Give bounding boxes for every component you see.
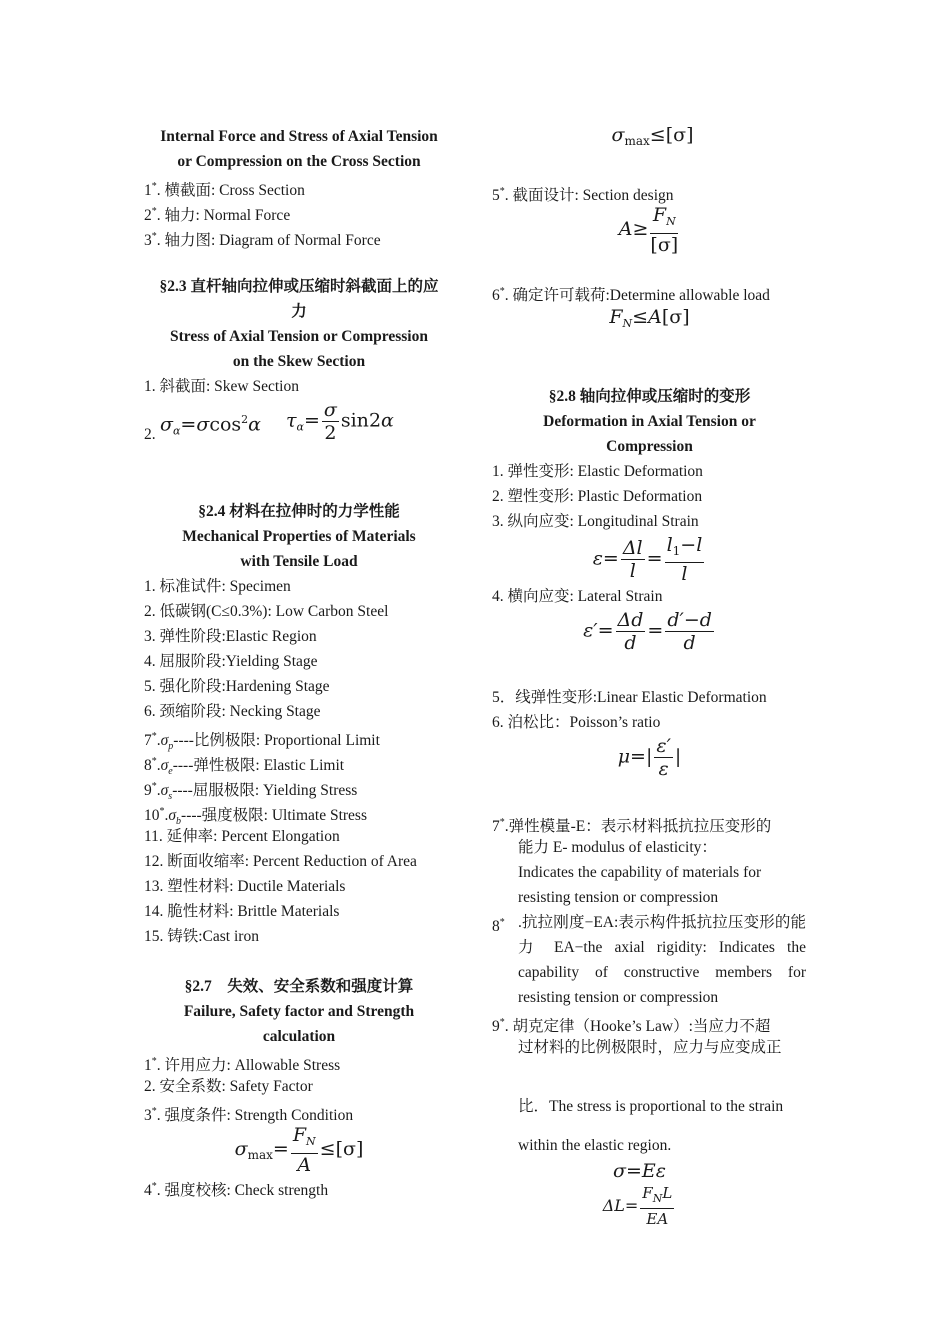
skew-stress-formula: 2. $\sigma_\alpha=\sigma\cos^2\alpha$ $\tau_\alpha=$ $\frac{\sigma}{2}$ sin2α: [144, 399, 394, 444]
check-strength-formula: $\sigma_{max}\le[\sigma]$: [611, 124, 694, 148]
list-item: Indicates the capability of materials for: [518, 864, 762, 881]
list-item: 12. 断面收缩率: Percent Reduction of Area: [144, 853, 417, 870]
list-item: 4*. 强度校核: Check strength: [144, 1181, 329, 1199]
list-item: 1*. 横截面: Cross Section: [144, 181, 305, 199]
list-item: 3. 纵向应变: Longitudinal Strain: [492, 513, 699, 530]
list-item: 8* .抗拉刚度−EA:表示构件抵抗拉压变形的能 力 EA−the axial rigidity: Indicates the capability of constructive members for resisting tension or compression: [492, 914, 806, 1006]
list-item: 13. 塑性材料: Ductile Materials: [144, 878, 346, 895]
lateral-strain-formula: ε′= $\frac{\Delta d}{d}$ = $\frac{d'-d}{d}$: [583, 609, 712, 654]
allowable-load-formula: $F_N\le A[\sigma]$: [609, 306, 690, 330]
strength-condition-formula: $\sigma_{max}=$ $\frac{F_N}{A}$ ≤[σ]: [234, 1124, 364, 1176]
list-item: 2. 低碳钢(C≤0.3%): Low Carbon Steel: [144, 603, 389, 620]
list-item: $7^*.\sigma_p----$比例极限: Proportional Limit: [144, 731, 380, 753]
list-item: 5. 强化阶段:Hardening Stage: [144, 678, 330, 695]
section-title: Deformation in Axial Tension or: [543, 413, 756, 430]
list-item: 6. 颈缩阶段: Necking Stage: [144, 703, 321, 720]
list-item: 1. 斜截面: Skew Section: [144, 378, 299, 395]
section-title: calculation: [262, 1028, 336, 1045]
section-title: with Tensile Load: [240, 553, 358, 570]
poisson-ratio-formula: μ=| $\frac{\varepsilon'}{\varepsilon}$ |: [617, 735, 682, 780]
list-item: $10^*.\sigma_b----$强度极限: Ultimate Stress: [144, 806, 368, 828]
longitudinal-strain-formula: ε= $\frac{\Delta l}{l}$ = $\frac{l_1-l}{l}$: [592, 534, 703, 585]
list-item: within the elastic region.: [518, 1137, 672, 1154]
section-title: Internal Force and Stress of Axial Tension: [160, 128, 438, 145]
list-item: 5*. 截面设计: Section design: [492, 186, 674, 204]
list-item: 11. 延伸率: Percent Elongation: [144, 828, 340, 845]
list-item: 4. 横向应变: Lateral Strain: [492, 588, 663, 605]
section-title: 力: [291, 303, 307, 320]
section-design-formula: A≥ $\frac{F_N}{[\sigma]}$: [618, 204, 679, 256]
section-title: Compression: [606, 438, 693, 455]
list-item: 15. 铸铁:Cast iron: [144, 928, 259, 945]
list-item: 过材料的比例极限时，应力与应变成正: [518, 1039, 782, 1056]
list-item: 能力 E- modulus of elasticity：: [518, 839, 717, 856]
list-item: 2. 塑性变形: Plastic Deformation: [492, 488, 703, 505]
list-item: 6. 泊松比：Poisson’s ratio: [492, 714, 661, 731]
list-item: $8^*.\sigma_e----$弹性极限: Elastic Limit: [144, 756, 345, 778]
list-item: 3*. 轴力图: Diagram of Normal Force: [144, 231, 381, 249]
section-title: Failure, Safety factor and Strength: [183, 1003, 415, 1020]
list-item: 2. 安全系数: Safety Factor: [144, 1078, 313, 1095]
section-title: §2.8 轴向拉伸或压缩时的变形: [548, 388, 751, 405]
list-item: 4. 屈服阶段:Yielding Stage: [144, 653, 318, 670]
section-title: Stress of Axial Tension or Compression: [170, 328, 428, 345]
section-title: §2.7 失效、安全系数和强度计算: [184, 978, 414, 995]
list-item: $9^*.\sigma_s----$屈服极限: Yielding Stress: [144, 781, 358, 803]
list-item: 9*. 胡克定律（Hooke’s Law）:当应力不超: [492, 1017, 771, 1035]
left-column: [144, 124, 454, 1199]
list-item: resisting tension or compression: [518, 889, 719, 906]
right-column: [492, 120, 807, 1228]
list-item: 7*.弹性模量-E：表示材料抵抗拉压变形的: [492, 817, 772, 835]
list-item: 14. 脆性材料: Brittle Materials: [144, 903, 340, 920]
list-item: 1*. 许用应力: Allowable Stress: [144, 1056, 341, 1074]
list-item: 3. 弹性阶段:Elastic Region: [144, 628, 317, 645]
list-item: 1. 弹性变形: Elastic Deformation: [492, 463, 703, 480]
list-item: 1. 标准试件: Specimen: [144, 578, 291, 595]
list-item: 2*. 轴力: Normal Force: [144, 206, 291, 224]
section-title: on the Skew Section: [232, 353, 366, 370]
section-title: Mechanical Properties of Materials: [182, 528, 416, 545]
section-title: §2.3 直杆轴向拉伸或压缩时斜截面上的应: [159, 278, 439, 295]
list-item: 6*. 确定许可载荷:Determine allowable load: [492, 286, 770, 304]
list-item: 5．线弹性变形:Linear Elastic Deformation: [492, 689, 767, 706]
hookes-law-formula: σ=Eε: [613, 1160, 666, 1182]
list-item: 比．The stress is proportional to the strain: [518, 1098, 784, 1115]
elongation-formula: ΔL= $\frac{F_NL}{EA}$: [602, 1184, 673, 1228]
section-title: §2.4 材料在拉伸时的力学性能: [198, 503, 400, 520]
list-item: 3*. 强度条件: Strength Condition: [144, 1106, 354, 1124]
section-title: or Compression on the Cross Section: [177, 153, 421, 170]
